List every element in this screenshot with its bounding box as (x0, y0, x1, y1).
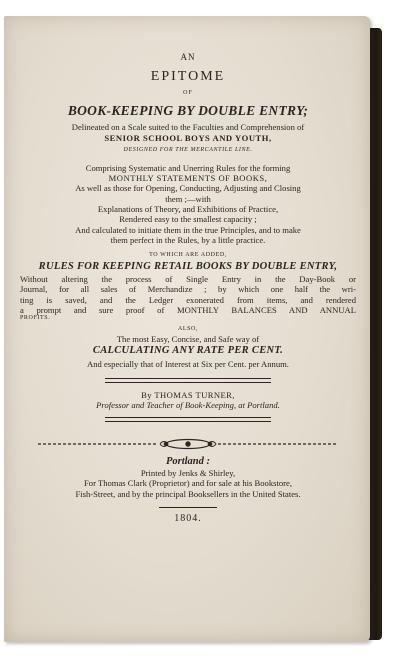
title-page-text (20, 52, 356, 525)
fish-street-line: Fish-Street, and by the principal Booksellers in the United States. (75, 488, 301, 499)
without-line-5: PROFITS. (20, 315, 51, 322)
author-line: By THOMAS TURNER, (141, 389, 235, 400)
year-rule (159, 507, 217, 508)
calculated-line: And calculated to initiate them in the true Principles, and to make (75, 224, 301, 235)
monthly-statements-line: MONTHLY STATEMENTS OF BOOKS, (108, 173, 268, 184)
to-which-added: TO WHICH ARE ADDED, (149, 252, 227, 259)
them-with-line: them ;—with (165, 193, 211, 204)
professor-line: Professor and Teacher of Book-Keeping, at Portland. (96, 400, 280, 411)
rendered-line: Rendered easy to the smallest capacity ; (119, 214, 257, 225)
calculating-title: CALCULATING ANY RATE PER CENT. (92, 345, 284, 356)
designed-line: DESIGNED FOR THE MERCANTILE LINE. (123, 146, 253, 153)
title-epitome: EPITOME (150, 68, 226, 84)
without-line-1: Without altering the process of Single Entry in the Day-Book or (20, 274, 356, 285)
without-line-2: Journal, for all sales of Merchandize ; by which one half the wri- (20, 284, 356, 295)
perfect-line: them perfect in the Rules, by a little practice. (110, 234, 266, 245)
comprising-line: Comprising Systematic and Unerring Rules for the forming (85, 162, 291, 173)
ornament-divider (38, 438, 338, 450)
for-clark-line: For Thomas Clark (Proprietor) and for sale at his Bookstore, (84, 478, 292, 489)
title-page (4, 16, 370, 642)
rules-retail-title: RULES FOR KEEPING RETAIL BOOKS BY DOUBLE ENTRY, (38, 261, 338, 273)
especially-line: And especially that of Interest at Six per Cent. per Annum. (87, 358, 289, 369)
main-title: BOOK-KEEPING BY DOUBLE ENTRY; (67, 102, 309, 118)
explanations-line: Explanations of Theory, and Exhibitions of Practice, (97, 204, 279, 215)
as-well-line: As well as those for Opening, Conducting, Adjusting and Closing (75, 183, 301, 194)
audience-line: SENIOR SCHOOL BOYS AND YOUTH, (104, 133, 272, 144)
most-easy-line: The most Easy, Concise, and Safe way of (116, 333, 260, 344)
without-line-4: a prompt and sure proof of MONTHLY BALANCES AND ANNUAL (20, 305, 356, 315)
also-line: ALSO, (177, 325, 199, 332)
without-line-3: ting is saved, and the Ledger exonerated from items, and rendered (20, 294, 356, 305)
title-an: AN (180, 52, 196, 62)
delineated-line: Delineated on a Scale suited to the Faculties and Comprehension of (71, 121, 305, 132)
place-line: Portland : (165, 455, 211, 467)
title-of: OF (183, 89, 193, 96)
year-line: 1804. (174, 513, 202, 525)
printed-line: Printed by Jenks & Shirley, (140, 468, 236, 479)
